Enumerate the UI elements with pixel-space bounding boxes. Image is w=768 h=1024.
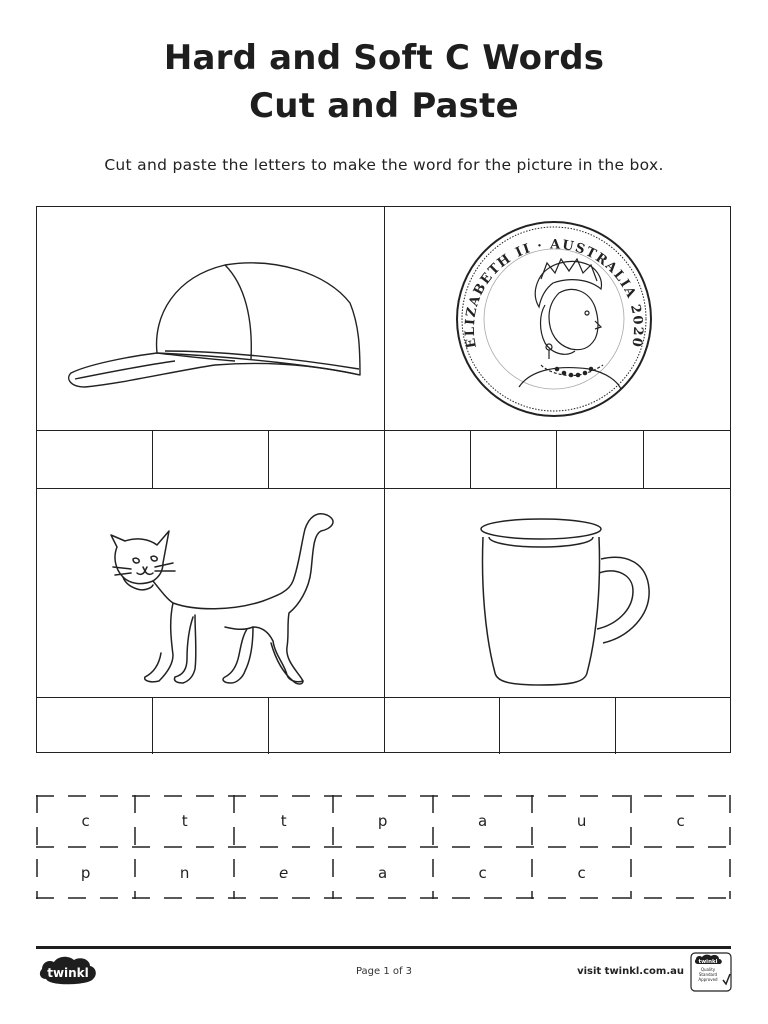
- grid-line: [37, 488, 730, 489]
- svg-text:twinkl: twinkl: [47, 966, 89, 980]
- cut-letter[interactable]: c: [676, 812, 685, 830]
- page-subtitle: Cut and Paste: [249, 86, 519, 126]
- letter-box-divider: [268, 430, 269, 488]
- mug-icon: [477, 515, 667, 687]
- cut-letter[interactable]: c: [478, 864, 487, 882]
- cut-letter[interactable]: t: [280, 812, 287, 830]
- cut-letter[interactable]: n: [179, 864, 190, 882]
- grid-line: [37, 697, 730, 698]
- cut-letter[interactable]: p: [80, 864, 91, 882]
- letter-box-divider: [556, 430, 557, 488]
- letter-box-divider: [152, 697, 153, 754]
- cut-letter[interactable]: c: [81, 812, 90, 830]
- cut-letter-blank[interactable]: [631, 847, 730, 899]
- cut-letter[interactable]: e: [279, 864, 289, 882]
- letter-box-divider: [268, 697, 269, 754]
- cut-letter[interactable]: a: [378, 864, 388, 882]
- badge-text: Quality Standard Approved: [698, 967, 718, 982]
- coin-icon: [449, 219, 659, 419]
- letter-box-divider: [643, 430, 644, 488]
- worksheet-grid: [36, 206, 731, 753]
- quality-badge-icon: [690, 952, 732, 992]
- grid-divider: [384, 207, 385, 752]
- cut-letter[interactable]: a: [478, 812, 488, 830]
- svg-text:twinkl: twinkl: [698, 959, 718, 965]
- page-number: Page 1 of 3: [355, 966, 413, 977]
- letter-box-divider: [470, 430, 471, 488]
- grid-line: [37, 430, 730, 431]
- cat-icon: [103, 505, 343, 695]
- page-title: Hard and Soft C Words: [163, 38, 605, 78]
- letter-box-divider: [499, 697, 500, 754]
- letter-box-divider: [615, 697, 616, 754]
- instructions: Cut and paste the letters to make the word for the picture in the box.: [104, 156, 664, 174]
- cut-letter[interactable]: p: [377, 812, 388, 830]
- cut-letter[interactable]: u: [576, 812, 587, 830]
- cap-icon: [65, 255, 365, 390]
- footer-divider: [36, 946, 731, 949]
- visit-link[interactable]: visit twinkl.com.au: [577, 966, 684, 977]
- cut-letters-grid: [36, 795, 731, 899]
- svg-text:ELIZABETH II · AUSTRALIA 2020: ELIZABETH II · AUSTRALIA 2020: [462, 237, 646, 350]
- cut-letter[interactable]: t: [181, 812, 188, 830]
- cut-letter[interactable]: c: [577, 864, 586, 882]
- letter-box-divider: [152, 430, 153, 488]
